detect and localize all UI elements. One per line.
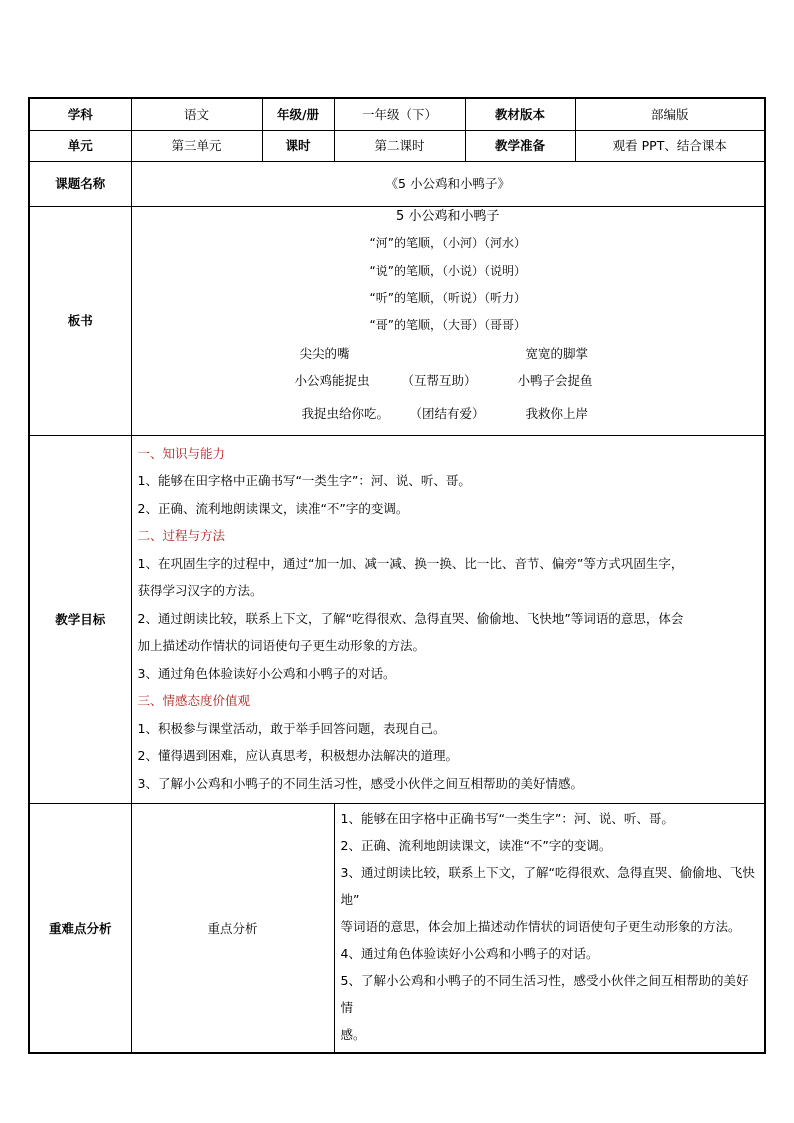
board-stroke-line: “听”的笔顺，（听说）（听力） — [369, 290, 526, 305]
key-point-line: 3、通过朗读比较，联系上下文，了解“吃得很欢、急得直哭、偷偷地、飞快地” — [340, 865, 755, 907]
key-point-line: 2、正确、流利地朗读课文，读准“不”字的变调。 — [340, 838, 612, 853]
key-point-line: 感。 — [340, 1027, 366, 1042]
board-right-1: 宽宽的脚掌 — [525, 345, 589, 361]
unit-label: 单元 — [29, 130, 131, 161]
grade-label: 年级/册 — [262, 98, 334, 130]
edition-value: 部编版 — [575, 98, 765, 130]
analysis-label: 重难点分析 — [29, 804, 131, 1054]
lesson-value: 第二课时 — [334, 130, 465, 161]
board-right-3: 我救你上岸 — [525, 405, 589, 421]
board-left-2: 小公鸡能捉虫 — [294, 372, 370, 388]
goal-line: 加上描述动作情状的词语使句子更生动形象的方法。 — [137, 638, 426, 653]
prep-label: 教学准备 — [465, 130, 575, 161]
row-analysis — [29, 804, 765, 1054]
key-points-label: 重点分析 — [131, 804, 334, 1054]
edition-label: 教材版本 — [465, 98, 575, 130]
row-board — [29, 206, 765, 435]
goal-line: 1、积极参与课堂活动，敢于举手回答问题，表现自己。 — [137, 720, 446, 736]
board-left-1: 尖尖的嘴 — [299, 345, 350, 361]
board-mid-2: （互帮互助） — [401, 372, 477, 388]
topic-title: 《5 小公鸡和小鸭子》 — [131, 161, 765, 206]
goal-line: 1、在巩固生字的过程中，通过“加一加、减一减、换一换、比一比、音节、偏旁”等方式巩固生字， — [137, 555, 684, 571]
subject-value: 语文 — [131, 98, 262, 130]
key-point-line: 5、了解小公鸡和小鸭子的不同生活习性，感受小伙伴之间互相帮助的美好情 — [340, 973, 749, 1015]
row-topic — [29, 161, 765, 206]
unit-value: 第三单元 — [131, 130, 262, 161]
goal-line: 获得学习汉字的方法。 — [137, 583, 263, 598]
board-cell — [131, 206, 765, 435]
board-right-2: 小鸭子会捉鱼 — [517, 372, 593, 388]
analysis-cell — [334, 804, 765, 1054]
row-goals — [29, 435, 765, 804]
goal-line: 2、通过朗读比较，联系上下文，了解“吃得很欢、急得直哭、偷偷地、飞快地”等词语的意思，体会 — [137, 610, 684, 626]
board-stroke-line: “哥”的笔顺，（大哥）（哥哥） — [369, 317, 526, 332]
goal-line: 3、了解小公鸡和小鸭子的不同生活习性，感受小伙伴之间互相帮助的美好情感。 — [137, 775, 583, 791]
board-stroke-line: “河”的笔顺，（小河）（河水） — [369, 235, 526, 250]
goal-section-heading: 一、知识与能力 — [137, 445, 226, 461]
key-point-line: 4、通过角色体验读好小公鸡和小鸭子的对话。 — [340, 946, 599, 961]
prep-value: 观看 PPT、结合课本 — [575, 130, 765, 161]
row-subject — [29, 98, 765, 130]
analysis-list — [341, 805, 760, 1048]
board-title: 5 小公鸡和小鸭子 — [396, 208, 500, 224]
board-stroke-line: “说”的笔顺，（小说）（说明） — [369, 263, 526, 278]
grade-value: 一年级（下） — [334, 98, 465, 130]
goal-line: 2、正确、流利地朗读课文，读准“不”字的变调。 — [137, 500, 409, 516]
subject-label: 学科 — [29, 98, 131, 130]
row-unit — [29, 130, 765, 161]
board-mid-3: （团结有爱） — [409, 405, 485, 421]
lesson-plan-table — [28, 97, 766, 1054]
goal-line: 3、通过角色体验读好小公鸡和小鸭子的对话。 — [137, 665, 396, 681]
goals-label: 教学目标 — [29, 435, 131, 804]
key-point-line: 1、能够在田字格中正确书写“一类生字”：河、说、听、哥。 — [340, 811, 674, 826]
topic-label: 课题名称 — [29, 161, 131, 206]
board-content — [132, 207, 765, 435]
goal-section-heading: 二、过程与方法 — [137, 528, 226, 543]
goal-section-heading: 三、情感态度价值观 — [137, 693, 251, 708]
goal-line: 1、能够在田字格中正确书写“一类生字”：河、说、听、哥。 — [137, 473, 471, 488]
board-label: 板书 — [29, 206, 131, 435]
key-point-line: 等词语的意思，体会加上描述动作情状的词语使句子更生动形象的方法。 — [340, 919, 741, 934]
goals-list — [138, 440, 759, 798]
lesson-label: 课时 — [262, 130, 334, 161]
goal-line: 2、懂得遇到困难，应认真思考，积极想办法解决的道理。 — [137, 748, 458, 763]
board-left-3: 我捉虫给你吃。 — [301, 405, 390, 421]
goals-cell — [131, 435, 765, 804]
